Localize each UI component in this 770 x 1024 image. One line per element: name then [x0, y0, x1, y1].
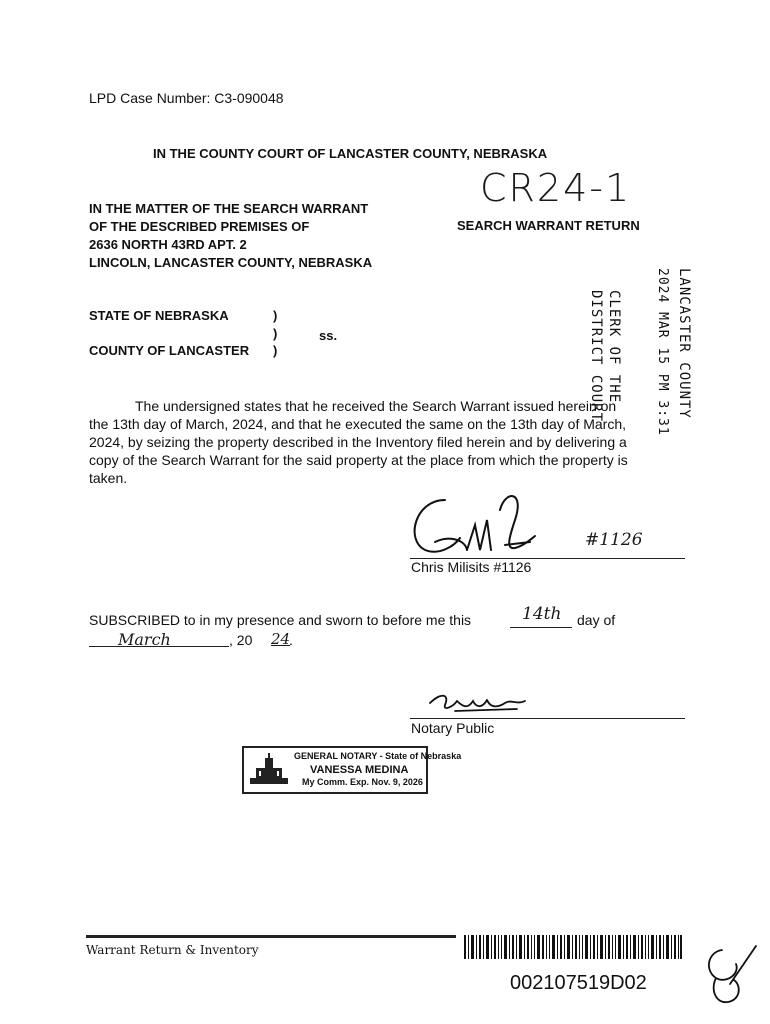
notary-signature [425, 685, 535, 720]
handwritten-month: March [118, 630, 171, 649]
return-statement [89, 397, 689, 487]
officer-signature [405, 480, 585, 560]
day-blank [510, 627, 572, 628]
signature-badge-number: #1126 [585, 530, 643, 550]
seal-title: GENERAL NOTARY - State of Nebraska [294, 751, 462, 761]
matter-line: 2636 NORTH 43RD APT. 2 [89, 237, 247, 252]
notary-label: Notary Public [411, 720, 495, 736]
matter-line: OF THE DESCRIBED PREMISES OF [89, 219, 310, 234]
statement-line: The undersigned states that he received the Search Warrant issued herein on [135, 398, 617, 414]
subscribed-text: SUBSCRIBED to in my presence and sworn to before me this [89, 612, 472, 628]
venue-county: COUNTY OF LANCASTER [89, 343, 250, 358]
stamp-line: DISTRICT COURT [588, 290, 604, 423]
handwritten-year: 24 [271, 630, 291, 648]
matter-line: IN THE MATTER OF THE SEARCH WARRANT [89, 201, 369, 216]
footer-rule [86, 935, 456, 938]
stamp-line: 2024 MAR 15 PM 3:31 [655, 268, 670, 436]
notary-seal [242, 746, 462, 794]
seal-name: VANESSA MEDINA [310, 764, 409, 776]
notary-signature-line [410, 718, 685, 719]
case-number: LPD Case Number: C3-090048 [89, 90, 284, 106]
venue-paren: ) [273, 308, 278, 323]
stamp-line: CLERK OF THE [606, 290, 622, 404]
year-prefix: , 20 [229, 632, 253, 648]
footer-label: Warrant Return & Inventory [86, 943, 259, 957]
venue-paren: ) [273, 343, 278, 358]
venue-state: STATE OF NEBRASKA [89, 308, 229, 323]
court-heading: IN THE COUNTY COURT OF LANCASTER COUNTY, NEBRASKA [153, 146, 548, 161]
statement-line: taken. [89, 470, 128, 486]
venue-paren: ) [273, 326, 278, 341]
year-end: . [289, 632, 293, 648]
statement-line: the 13th day of March, 2024, and that he executed the same on the 13th day of March, [89, 416, 627, 432]
handwritten-day: 14th [522, 604, 562, 624]
officer-name: Chris Milisits #1126 [411, 559, 532, 575]
venue-ss: ss. [319, 328, 338, 343]
handwritten-case-number: CR24-1 [480, 166, 632, 210]
return-title: SEARCH WARRANT RETURN [457, 218, 640, 233]
handwritten-initials [700, 940, 760, 1015]
day-of-label: day of [577, 612, 616, 628]
statement-line: 2024, by seizing the property described in the Inventory filed herein and by delivering a [89, 434, 627, 450]
document-number: 002107519D02 [510, 972, 647, 994]
statement-line: copy of the Search Warrant for the said property at the place from which the property is [89, 452, 628, 468]
matter-caption [89, 200, 372, 272]
matter-line: LINCOLN, LANCASTER COUNTY, NEBRASKA [89, 255, 373, 270]
capitol-building-icon [248, 752, 290, 786]
stamp-line: LANCASTER COUNTY [676, 268, 692, 419]
barcode [464, 935, 682, 959]
seal-expiration: My Comm. Exp. Nov. 9, 2026 [302, 777, 423, 787]
